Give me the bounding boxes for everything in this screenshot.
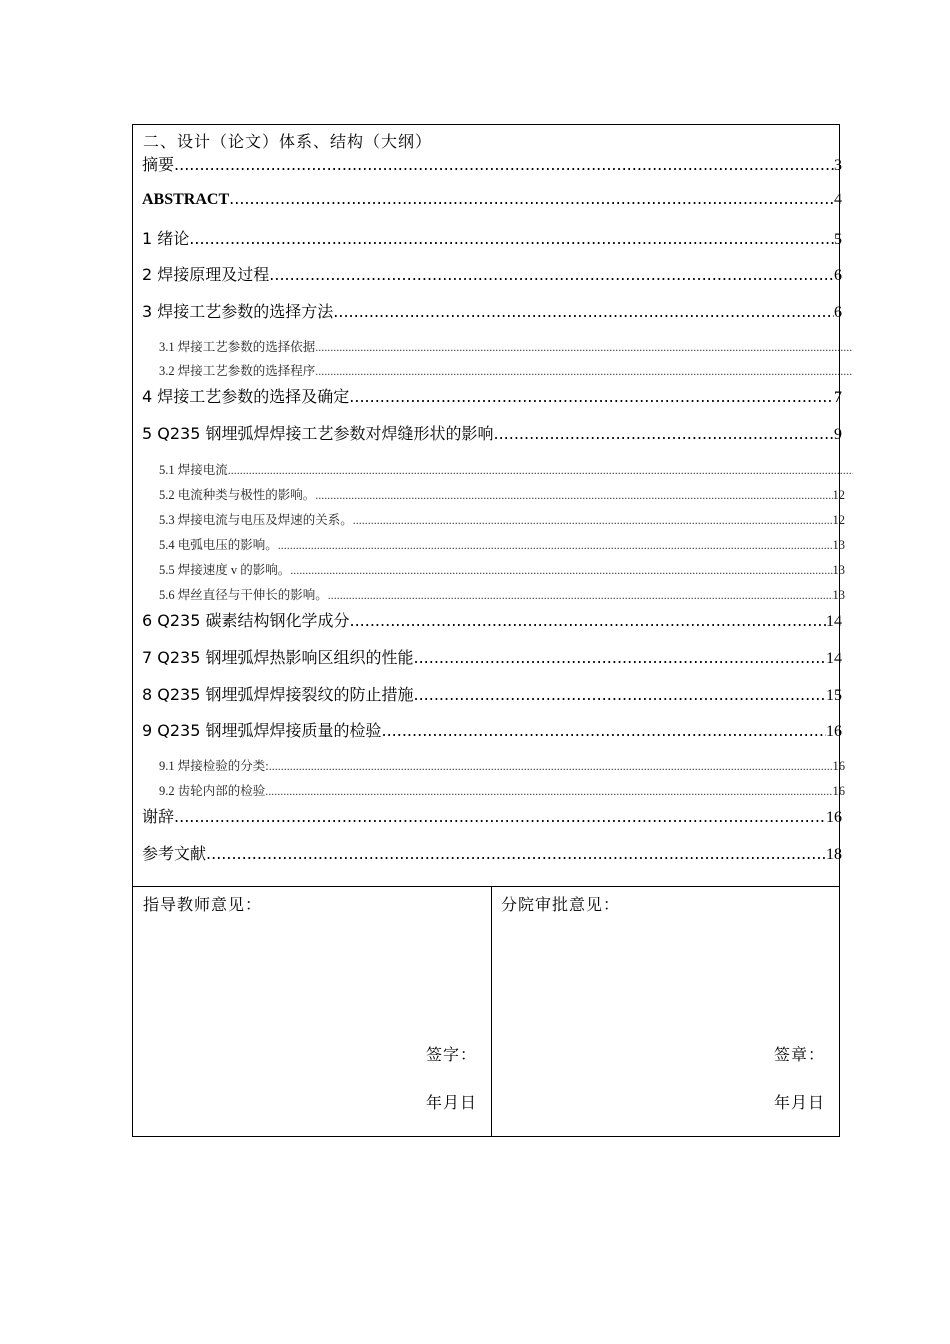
toc-title: 5 Q235 钢埋弧焊焊接工艺参数对焊缝形状的影响 xyxy=(142,424,494,443)
toc-title: 9 Q235 钢埋弧焊焊接质量的检验 xyxy=(142,721,382,740)
toc-leader xyxy=(265,784,832,799)
toc-page: 16 xyxy=(826,723,842,740)
department-date-label: 年月日 xyxy=(774,1093,826,1112)
toc-subentry xyxy=(159,337,853,355)
toc-page: 16 xyxy=(832,759,845,773)
toc-title: 摘要 xyxy=(142,155,175,174)
toc-subentry xyxy=(159,560,845,578)
toc-title: 6 Q235 碳素结构钢化学成分 xyxy=(142,611,350,630)
toc-leader xyxy=(315,488,832,503)
toc-page: 9 xyxy=(834,426,842,443)
toc-leader xyxy=(206,844,826,863)
advisor-date-label: 年月日 xyxy=(426,1093,478,1112)
toc-entry xyxy=(142,262,842,285)
toc-entry xyxy=(142,226,842,249)
toc-subentry xyxy=(159,756,845,774)
toc-title: 5.6 焊丝直径与干伸长的影响。 xyxy=(159,588,328,602)
toc-title: 9.1 焊接检验的分类: xyxy=(159,759,269,773)
toc-page: 5 xyxy=(834,231,842,248)
toc-subentry xyxy=(159,460,853,478)
toc-entry xyxy=(142,804,842,827)
toc-page: 13 xyxy=(832,538,845,552)
toc-entry xyxy=(142,608,842,631)
toc-subentry xyxy=(159,510,845,528)
section-heading: 二、设计（论文）体系、结构（大纲） xyxy=(143,132,433,151)
toc-title: 5.1 焊接电流 xyxy=(159,463,228,477)
advisor-opinion-label: 指导教师意见： xyxy=(143,895,263,914)
toc-page: 7 xyxy=(834,389,842,406)
toc-leader xyxy=(269,265,834,284)
toc-leader xyxy=(353,513,833,528)
toc-page: 6 xyxy=(834,267,842,284)
toc-page: 18 xyxy=(826,846,842,863)
toc-leader xyxy=(174,155,834,174)
toc-leader xyxy=(328,588,833,603)
toc-leader xyxy=(315,364,853,379)
toc-leader xyxy=(269,759,833,774)
horizontal-divider xyxy=(133,886,839,887)
department-stamp-label: 签章： xyxy=(774,1045,826,1064)
toc-title: 5.5 焊接速度 v 的影响。 xyxy=(159,563,291,577)
toc-entry xyxy=(142,299,842,322)
toc-leader xyxy=(174,807,826,826)
toc-subentry xyxy=(159,781,845,799)
toc-title: 谢辞 xyxy=(142,807,175,826)
vertical-divider xyxy=(491,887,492,1137)
toc-title: 7 Q235 钢埋弧焊热影响区组织的性能 xyxy=(142,648,414,667)
toc-entry xyxy=(142,718,842,741)
toc-title: 3 焊接工艺参数的选择方法 xyxy=(142,302,334,321)
toc-page: 14 xyxy=(826,650,842,667)
toc-page: 4 xyxy=(834,191,842,208)
toc-leader xyxy=(382,721,827,740)
toc-leader xyxy=(414,648,827,667)
toc-title: 参考文献 xyxy=(142,844,207,863)
toc-title: 9.2 齿轮内部的检验 xyxy=(159,784,266,798)
toc-leader xyxy=(278,538,833,553)
toc-entry xyxy=(142,841,842,864)
toc-page: 13 xyxy=(832,563,845,577)
toc-leader xyxy=(315,340,853,355)
toc-subentry xyxy=(159,361,853,379)
toc-page: 6 xyxy=(834,304,842,321)
toc-page: 16 xyxy=(832,784,845,798)
toc-page: 16 xyxy=(826,809,842,826)
toc-leader xyxy=(494,424,835,443)
toc-entry xyxy=(142,421,842,444)
toc-leader xyxy=(349,387,834,406)
toc-title: 1 绪论 xyxy=(142,229,190,248)
department-approval-label: 分院审批意见： xyxy=(501,895,621,914)
toc-leader xyxy=(290,563,832,578)
toc-title: 3.1 焊接工艺参数的选择依据 xyxy=(159,340,316,354)
toc-page: 12 xyxy=(832,513,845,527)
toc-title: 5.2 电流种类与极性的影响。 xyxy=(159,488,316,502)
table-of-contents xyxy=(133,125,845,887)
toc-leader xyxy=(333,302,834,321)
toc-subentry xyxy=(159,535,845,553)
toc-page: 15 xyxy=(826,687,842,704)
outline-table xyxy=(132,124,845,1137)
toc-title: ABSTRACT xyxy=(142,191,230,208)
toc-title: 5.4 电弧电压的影响。 xyxy=(159,538,278,552)
toc-entry xyxy=(142,645,842,668)
toc-entry xyxy=(142,682,842,705)
toc-leader xyxy=(350,611,827,630)
toc-title: 8 Q235 钢埋弧焊焊接裂纹的防止措施 xyxy=(142,685,414,704)
toc-subentry xyxy=(159,585,845,603)
advisor-signature-label: 签字： xyxy=(426,1045,478,1064)
toc-entry xyxy=(142,189,842,209)
toc-leader xyxy=(229,189,834,208)
toc-page: 14 xyxy=(826,613,842,630)
toc-subentry xyxy=(159,485,845,503)
toc-leader xyxy=(414,685,827,704)
toc-title: 3.2 焊接工艺参数的选择程序 xyxy=(159,364,316,378)
toc-title: 5.3 焊接电流与电压及焊速的关系。 xyxy=(159,513,353,527)
toc-leader xyxy=(189,229,834,248)
toc-page: 3 xyxy=(834,157,842,174)
toc-entry xyxy=(142,152,842,175)
toc-entry xyxy=(142,384,842,407)
toc-leader xyxy=(228,463,853,478)
toc-title: 2 焊接原理及过程 xyxy=(142,265,270,284)
toc-page: 13 xyxy=(832,588,845,602)
toc-title: 4 焊接工艺参数的选择及确定 xyxy=(142,387,350,406)
toc-page: 12 xyxy=(832,488,845,502)
